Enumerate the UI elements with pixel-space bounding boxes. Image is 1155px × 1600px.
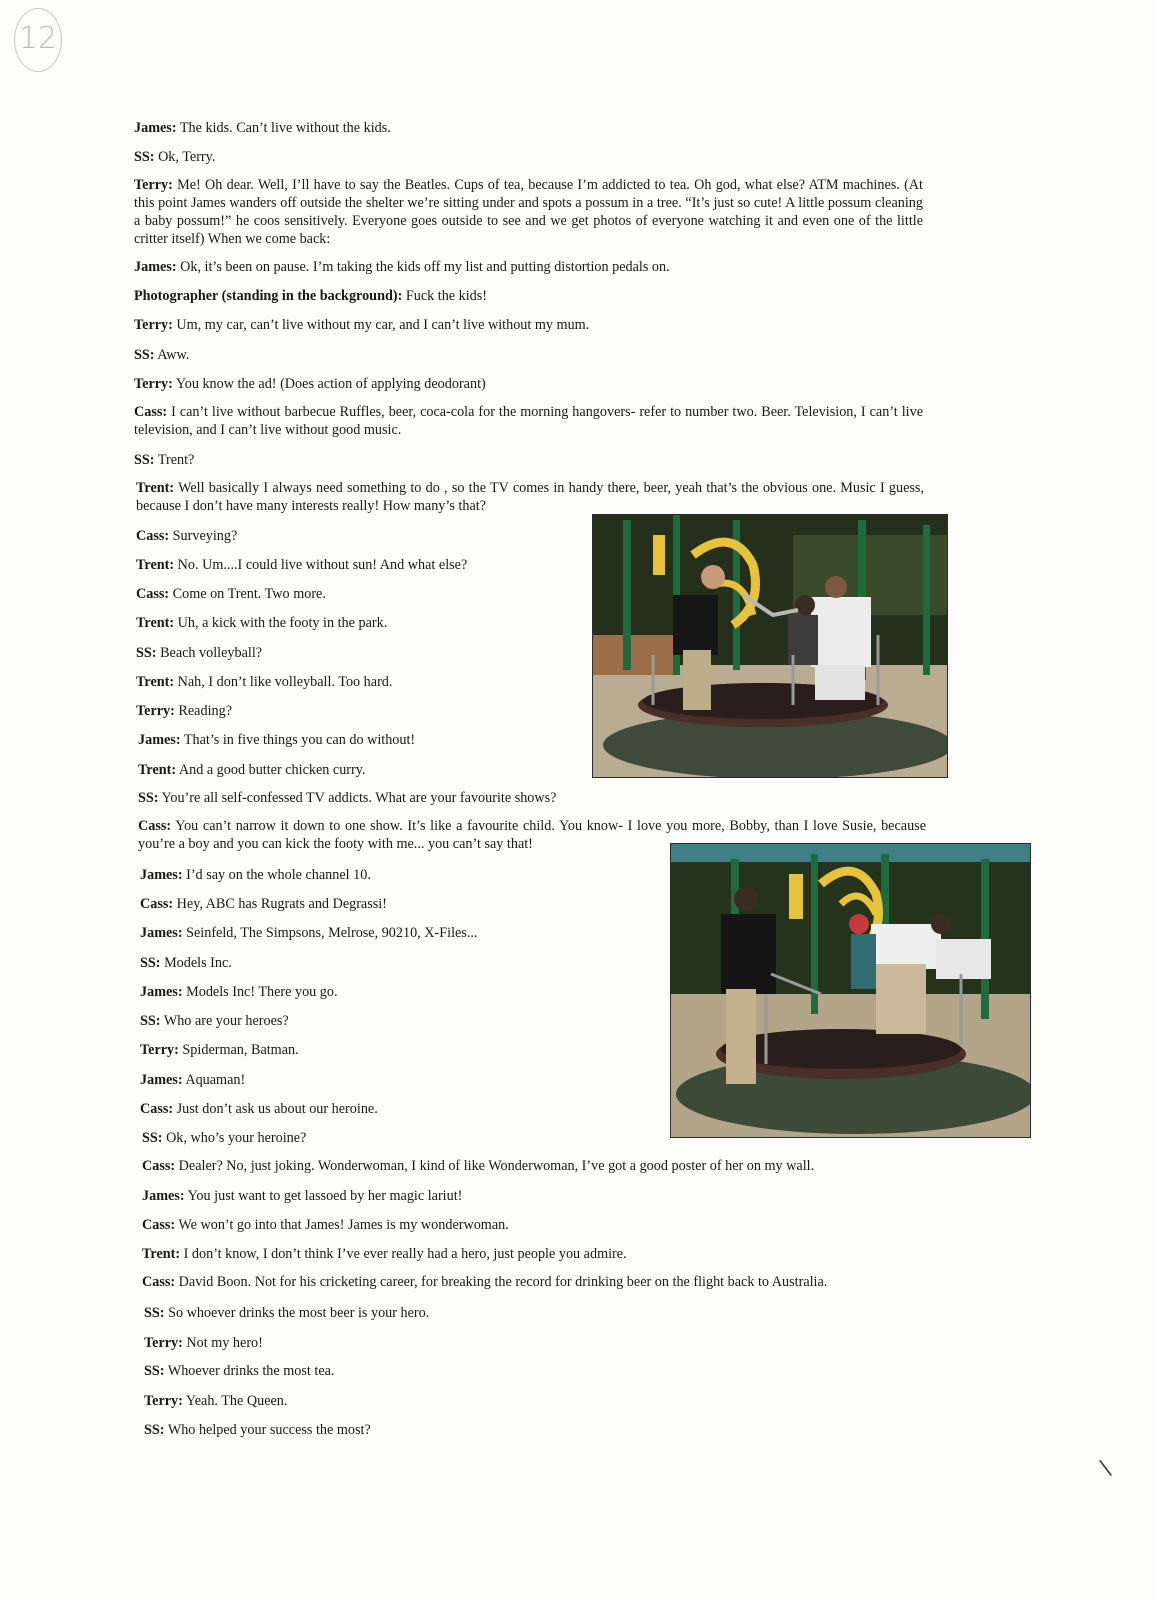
dialogue-text: Well basically I always need something to do , so the TV comes in handy there, beer, yeah that’s the obvious one. Music I guess, because I don’t have many interests really! How many’s that?: [136, 480, 924, 514]
dialogue-line: [144, 1334, 263, 1352]
speaker-name: SS:: [144, 1422, 165, 1438]
dialogue-line: [140, 924, 477, 942]
speaker-name: SS:: [144, 1305, 165, 1321]
speaker-name: Cass:: [134, 404, 168, 420]
dialogue-text: I’d say on the whole channel 10.: [186, 867, 371, 883]
dialogue-line: [136, 479, 924, 515]
dialogue-line: [134, 375, 486, 393]
dialogue-line: [136, 673, 392, 691]
dialogue-line: [142, 1216, 509, 1234]
dialogue-text: And a good butter chicken curry.: [178, 762, 366, 778]
dialogue-line: [144, 1421, 371, 1439]
dialogue-line: [134, 451, 194, 469]
dialogue-line: [142, 1273, 827, 1291]
dialogue-line: [144, 1362, 334, 1380]
speaker-name: Terry:: [144, 1393, 183, 1409]
dialogue-text: Nah, I don’t like volleyball. Too hard.: [177, 674, 393, 690]
dialogue-text: Seinfeld, The Simpsons, Melrose, 90210, X-Files...: [186, 925, 478, 941]
speaker-name: James:: [142, 1188, 185, 1204]
speaker-name: Cass:: [142, 1217, 176, 1233]
dialogue-text: Whoever drinks the most tea.: [167, 1363, 335, 1379]
dialogue-text: I don’t know, I don’t think I’ve ever really had a hero, just people you admire.: [183, 1246, 627, 1262]
speaker-name: Terry:: [134, 317, 173, 333]
dialogue-text: Ok, it’s been on pause. I’m taking the kids off my list and putting distortion pedals on.: [180, 259, 670, 275]
speaker-name: Cass:: [140, 1101, 174, 1117]
dialogue-line: [144, 1304, 429, 1322]
speaker-name: James:: [138, 732, 181, 748]
page-number: 12: [18, 21, 58, 56]
speaker-name: Trent:: [138, 762, 177, 778]
dialogue-text: Who are your heroes?: [163, 1013, 289, 1029]
dialogue-text: You just want to get lassoed by her magic lariut!: [187, 1188, 463, 1204]
speaker-name: Trent:: [142, 1246, 181, 1262]
dialogue-line: [140, 1100, 378, 1118]
speaker-name: SS:: [140, 955, 161, 971]
dialogue-text: Ok, who’s your heroine?: [166, 1130, 307, 1146]
dialogue-text: David Boon. Not for his cricketing career, for breaking the record for drinking beer on the flight back to Australia.: [178, 1274, 828, 1290]
speaker-name: SS:: [134, 149, 155, 165]
dialogue-text: You’re all self-confessed TV addicts. What are your favourite shows?: [161, 790, 557, 806]
dialogue-line: [136, 585, 326, 603]
dialogue-text: Dealer? No, just joking. Wonderwoman, I kind of like Wonderwoman, I’ve got a good poster of her on my wall.: [178, 1158, 815, 1174]
dialogue-line: [140, 954, 232, 972]
dialogue-line: [136, 614, 387, 632]
dialogue-line: [134, 258, 670, 276]
speaker-name: Terry:: [136, 703, 175, 719]
dialogue-text: Spiderman, Batman.: [182, 1042, 299, 1058]
speaker-name: SS:: [142, 1130, 163, 1146]
speaker-name: Terry:: [134, 177, 173, 193]
dialogue-line: [140, 1012, 289, 1030]
speaker-name: SS:: [138, 790, 159, 806]
dialogue-line: [140, 983, 338, 1001]
dialogue-line: [138, 789, 556, 807]
dialogue-text: Models Inc.: [164, 955, 232, 971]
dialogue-line: [134, 287, 487, 305]
dialogue-line: [136, 527, 237, 545]
dialogue-text: Ok, Terry.: [158, 149, 216, 165]
dialogue-text: Models Inc! There you go.: [186, 984, 338, 1000]
dialogue-text: I can’t live without barbecue Ruffles, beer, coca-cola for the morning hangovers- refer to number two. Beer. Television, I can’t live television, and I can’t live without good music.: [134, 404, 923, 438]
speaker-name: Cass:: [140, 896, 174, 912]
dialogue-text: Not my hero!: [186, 1335, 263, 1351]
dialogue-text: So whoever drinks the most beer is your hero.: [168, 1305, 430, 1321]
dialogue-text: Hey, ABC has Rugrats and Degrassi!: [176, 896, 387, 912]
dialogue-text: Me! Oh dear. Well, I’ll have to say the Beatles. Cups of tea, because I’m addicted to tea. Oh god, what else? ATM machines. (At this point James wanders off outside the shelter we’re sitting under and spots a possum in a tree. “It’s just so cute! A little possum cleaning a baby possum!” he coos sensitively. Everyone goes outside to see and we get photos of everyone watching it and even one of the little critter itself) When we come back:: [134, 177, 923, 247]
dialogue-line: [140, 1071, 245, 1089]
dialogue-text: Who helped your success the most?: [167, 1422, 371, 1438]
dialogue-line: [138, 761, 365, 779]
speaker-name: James:: [140, 984, 183, 1000]
dialogue-text: Come on Trent. Two more.: [172, 586, 326, 602]
dialogue-line: [142, 1187, 462, 1205]
dialogue-text: You can’t narrow it down to one show. It’s like a favourite child. You know- I love you more, Bobby, than I love Susie, because you’re a boy and you can kick the footy with me... you can’t say that!: [138, 818, 926, 852]
dialogue-line: [140, 1041, 299, 1059]
speaker-name: Terry:: [134, 376, 173, 392]
dialogue-line: [134, 119, 391, 137]
playground-photo: [592, 514, 948, 778]
dialogue-line: [134, 148, 215, 166]
speaker-name: Trent:: [136, 557, 175, 573]
dialogue-line: [134, 316, 589, 334]
speaker-name: Cass:: [136, 586, 170, 602]
dialogue-text: Aww.: [157, 347, 190, 363]
dialogue-text: Surveying?: [172, 528, 238, 544]
dialogue-text: Trent?: [157, 452, 195, 468]
dialogue-text: We won’t go into that James! James is my wonderwoman.: [178, 1217, 509, 1233]
dialogue-text: Aquaman!: [185, 1072, 246, 1088]
speaker-name: Cass:: [136, 528, 170, 544]
dialogue-line: [142, 1129, 306, 1147]
speaker-name: Trent:: [136, 674, 175, 690]
dialogue-text: You know the ad! (Does action of applying deodorant): [175, 376, 486, 392]
speaker-name: Cass:: [142, 1158, 176, 1174]
dialogue-line: [134, 176, 923, 248]
dialogue-line: [140, 895, 387, 913]
stray-pen-mark: \: [1097, 1455, 1114, 1482]
dialogue-text: That’s in five things you can do without!: [183, 732, 416, 748]
dialogue-line: [140, 866, 371, 884]
dialogue-text: Yeah. The Queen.: [185, 1393, 288, 1409]
speaker-name: Cass:: [138, 818, 172, 834]
speaker-name: SS:: [144, 1363, 165, 1379]
speaker-name: Photographer (standing in the background):: [134, 288, 403, 304]
dialogue-line: [144, 1392, 287, 1410]
playground-photo: [670, 843, 1031, 1138]
speaker-name: James:: [140, 1072, 183, 1088]
dialogue-line: [134, 403, 923, 439]
dialogue-text: No. Um....I could live without sun! And what else?: [177, 557, 468, 573]
dialogue-text: Uh, a kick with the footy in the park.: [177, 615, 388, 631]
speaker-name: Cass:: [142, 1274, 176, 1290]
speaker-name: Trent:: [136, 615, 175, 631]
speaker-name: Terry:: [144, 1335, 183, 1351]
dialogue-line: [142, 1245, 627, 1263]
speaker-name: James:: [134, 259, 177, 275]
dialogue-text: Um, my car, can’t live without my car, and I can’t live without my mum.: [176, 317, 590, 333]
dialogue-line: [134, 346, 189, 364]
speaker-name: James:: [134, 120, 177, 136]
speaker-name: SS:: [134, 347, 155, 363]
speaker-name: James:: [140, 925, 183, 941]
speaker-name: SS:: [140, 1013, 161, 1029]
dialogue-text: Reading?: [178, 703, 232, 719]
dialogue-line: [136, 556, 467, 574]
speaker-name: Terry:: [140, 1042, 179, 1058]
dialogue-line: [136, 702, 232, 720]
dialogue-text: Fuck the kids!: [405, 288, 488, 304]
speaker-name: Trent:: [136, 480, 175, 496]
dialogue-text: The kids. Can’t live without the kids.: [179, 120, 391, 136]
dialogue-line: [136, 644, 262, 662]
dialogue-text: Beach volleyball?: [160, 645, 263, 661]
dialogue-text: Just don’t ask us about our heroine.: [176, 1101, 378, 1117]
dialogue-line: [142, 1157, 814, 1175]
speaker-name: SS:: [134, 452, 155, 468]
dialogue-line: [138, 731, 415, 749]
speaker-name: SS:: [136, 645, 157, 661]
speaker-name: James:: [140, 867, 183, 883]
page-number-circle: [14, 8, 62, 72]
